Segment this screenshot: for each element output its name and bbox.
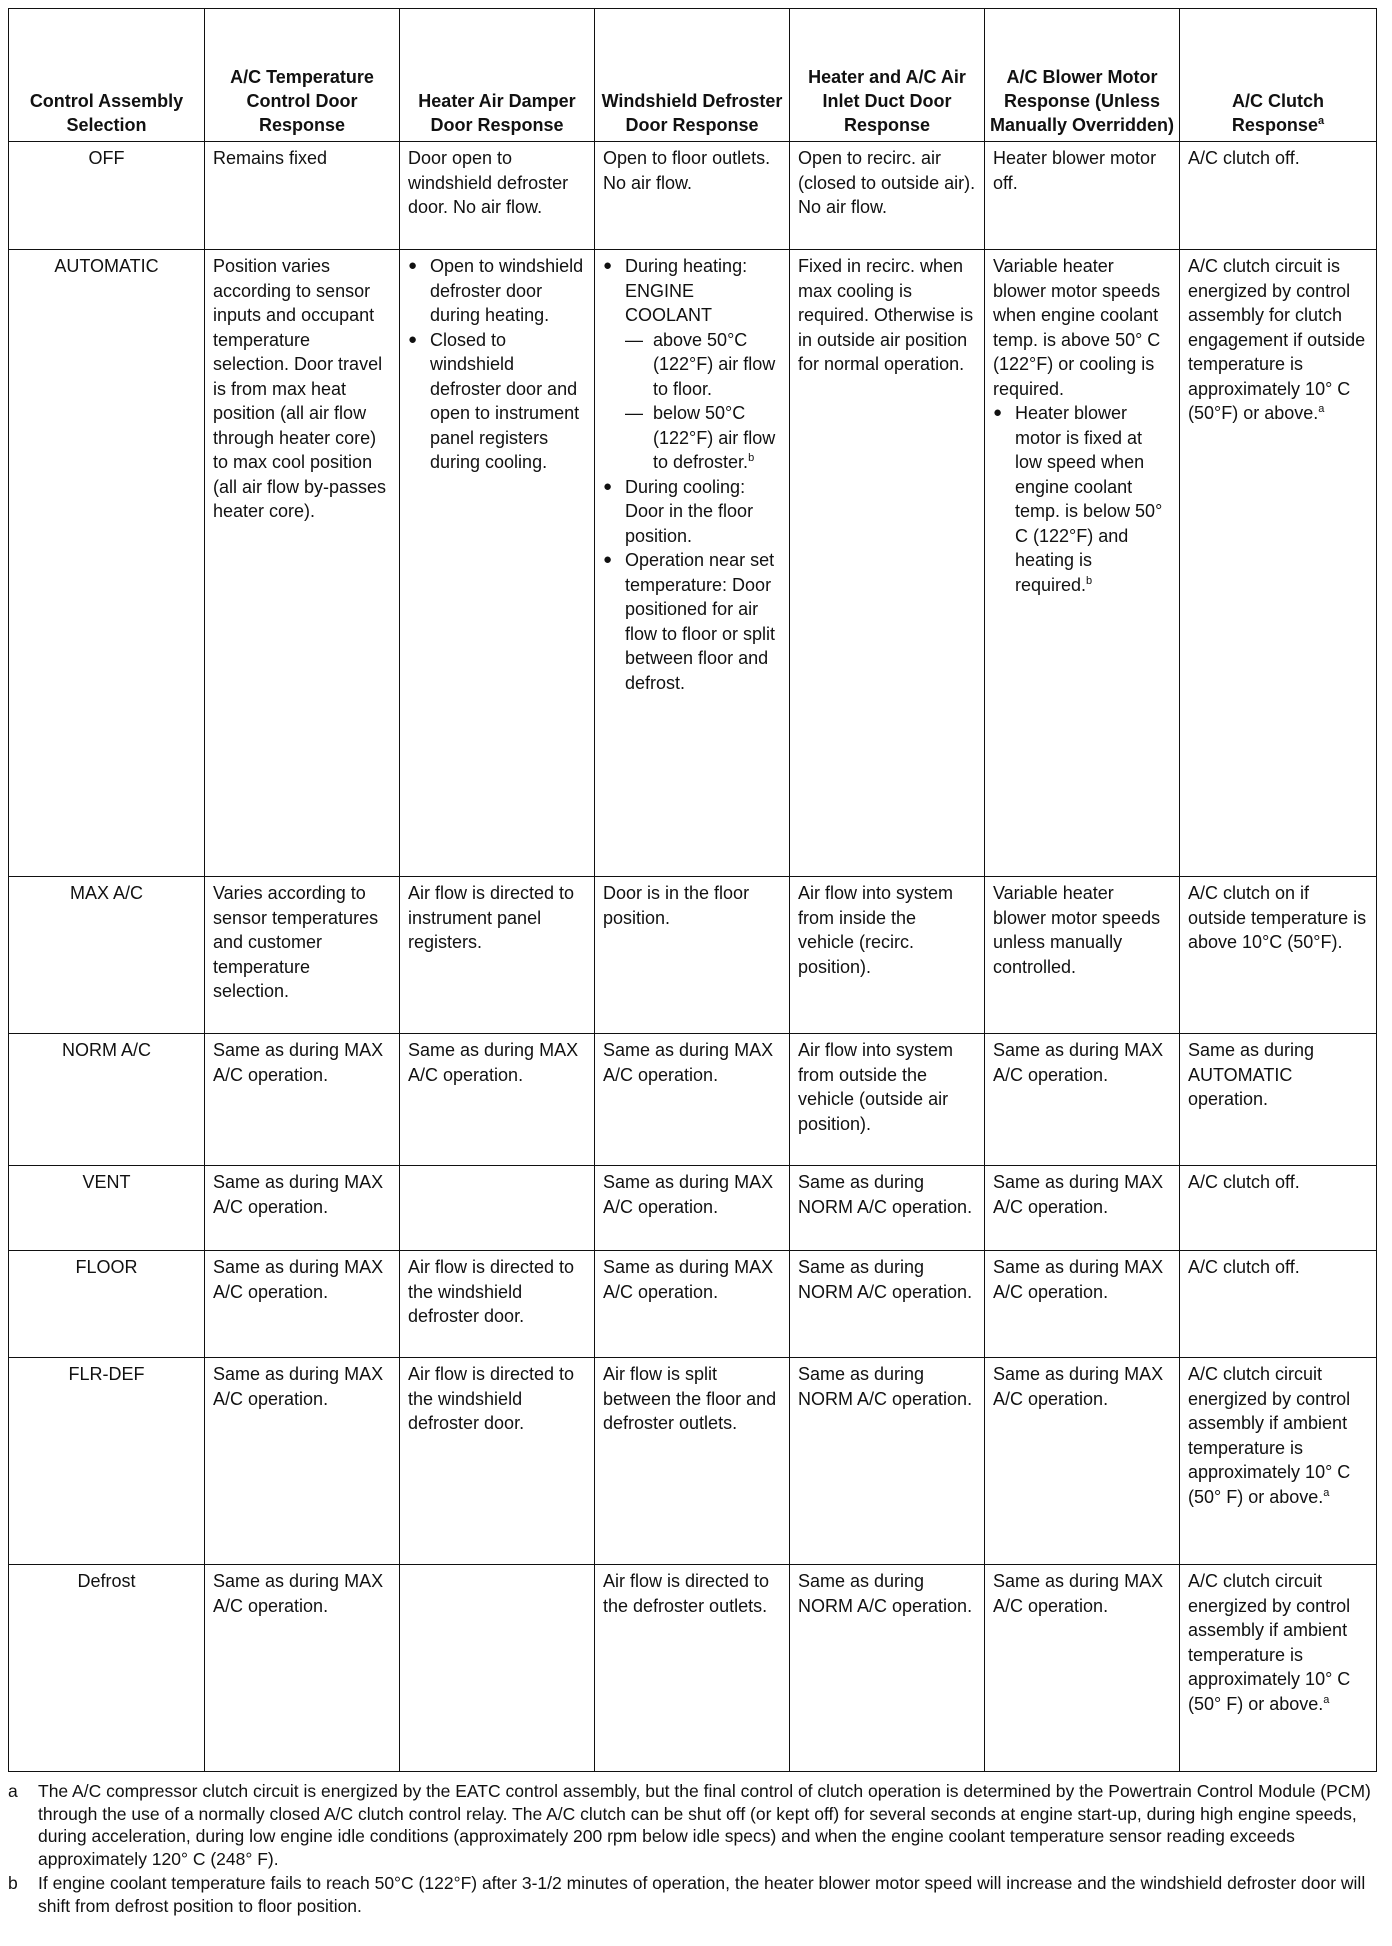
- clutch-cell: A/C clutch off.: [1180, 142, 1377, 250]
- table-row-max-ac: [9, 877, 1377, 1034]
- inlet-door-cell: Air flow into system from inside the vehicle (recirc. position).: [790, 877, 985, 1034]
- footnote-text: The A/C compressor clutch circuit is energized by the EATC control assembly, but the final control of clutch operation is determined by the Powertrain Control Module (PCM) through the use of a normally closed A/C clutch control relay. The A/C clutch can be shut off (or kept off) for several seconds at engine start-up, during high engine speeds, during acceleration, during low engine idle conditions (approximately 200 rpm below idle specs) and when the engine coolant temperature sensor reading exceeds approximately 120° C (248° F).: [38, 1781, 1371, 1869]
- coolant-label: ENGINE COOLANT: [625, 280, 713, 325]
- blower-cell: Same as during MAX A/C operation.: [985, 1565, 1180, 1772]
- bullet-item: ● Closed to windshield defroster door and open to instrument panel registers during cooling.: [430, 328, 586, 475]
- footnote-label: b: [8, 1873, 18, 1893]
- defroster-door-cell: [595, 250, 790, 877]
- damper-door-cell: [400, 250, 595, 877]
- defroster-door-cell: Air flow is directed to the defroster outlets.: [595, 1565, 790, 1772]
- header-inlet-duct-door: Heater and A/C Air Inlet Duct Door Response: [790, 9, 985, 142]
- temp-door-cell: Same as during MAX A/C operation.: [205, 1358, 400, 1565]
- header-defroster-door: Windshield Defroster Door Response: [595, 9, 790, 142]
- inlet-door-cell: Same as during NORM A/C operation.: [790, 1358, 985, 1565]
- table-row-vent: [9, 1166, 1377, 1251]
- defroster-door-cell: Door is in the floor position.: [595, 877, 790, 1034]
- bullet-item: [625, 254, 781, 475]
- temp-door-cell: Position varies according to sensor inputs and occupant temperature selection. Door travel is from max heat position (all air flow through heater core) to max cool position (all air flow by-passes heater core).: [205, 250, 400, 877]
- damper-door-cell: Air flow is directed to instrument panel registers.: [400, 877, 595, 1034]
- selection-cell: FLOOR: [9, 1251, 205, 1358]
- header-damper-door: Heater Air Damper Door Response: [400, 9, 595, 142]
- inlet-door-cell: Same as during NORM A/C operation.: [790, 1251, 985, 1358]
- damper-door-cell: Air flow is directed to the windshield defroster door.: [400, 1251, 595, 1358]
- inlet-door-cell: Fixed in recirc. when max cooling is required. Otherwise is in outside air position for normal operation.: [790, 250, 985, 877]
- footnotes: [8, 1780, 1376, 1917]
- inlet-door-cell: Same as during NORM A/C operation.: [790, 1565, 985, 1772]
- footnote-a: [8, 1780, 1376, 1870]
- selection-cell: OFF: [9, 142, 205, 250]
- selection-cell: NORM A/C: [9, 1034, 205, 1166]
- temp-door-cell: Same as during MAX A/C operation.: [205, 1166, 400, 1251]
- blower-cell: Heater blower motor off.: [985, 142, 1180, 250]
- table-row-norm-ac: [9, 1034, 1377, 1166]
- temp-door-cell: Same as during MAX A/C operation.: [205, 1565, 400, 1772]
- eatc-function-table-page: [8, 8, 1376, 1919]
- table-row-floor: [9, 1251, 1377, 1358]
- clutch-cell: A/C clutch off.: [1180, 1251, 1377, 1358]
- table-row-defrost: [9, 1565, 1377, 1772]
- header-blower-motor: A/C Blower Motor Response (Unless Manually Overridden): [985, 9, 1180, 142]
- clutch-cell: A/C clutch on if outside temperature is above 10°C (50°F).: [1180, 877, 1377, 1034]
- temp-door-cell: Same as during MAX A/C operation.: [205, 1251, 400, 1358]
- blower-cell: Same as during MAX A/C operation.: [985, 1166, 1180, 1251]
- damper-door-cell: Air flow is directed to the windshield defroster door.: [400, 1358, 595, 1565]
- clutch-cell: A/C clutch circuit energized by control assembly if ambient temperature is approximately 10° C (50° F) or above.$^a$: [1180, 1358, 1377, 1565]
- header-temperature-door: A/C Temperature Control Door Response: [205, 9, 400, 142]
- bullet-item: ● Open to windshield defroster door during heating.: [430, 254, 586, 328]
- damper-door-cell: Same as during MAX A/C operation.: [400, 1034, 595, 1166]
- header-row: [9, 9, 1377, 142]
- temp-door-cell: Same as during MAX A/C operation.: [205, 1034, 400, 1166]
- temp-door-cell: Remains fixed: [205, 142, 400, 250]
- clutch-cell: A/C clutch off.: [1180, 1166, 1377, 1251]
- footnote-b: [8, 1872, 1376, 1917]
- selection-cell: VENT: [9, 1166, 205, 1251]
- bullet-item: ● Operation near set temperature: Door positioned for air flow to floor or split between floor and defrost.: [625, 548, 781, 695]
- bullet-item: ● During cooling: Door in the floor position.: [625, 475, 781, 549]
- footnote-text: If engine coolant temperature fails to reach 50°C (122°F) after 3-1/2 minutes of operation, the heater blower motor speed will increase and the windshield defroster door will shift from defrost position to floor position.: [38, 1873, 1366, 1916]
- selection-cell: FLR-DEF: [9, 1358, 205, 1565]
- damper-door-cell: Door open to windshield defroster door. No air flow.: [400, 142, 595, 250]
- inlet-door-cell: Same as during NORM A/C operation.: [790, 1166, 985, 1251]
- selection-cell: MAX A/C: [9, 877, 205, 1034]
- inlet-door-cell: Air flow into system from outside the vehicle (outside air position).: [790, 1034, 985, 1166]
- inlet-door-cell: Open to recirc. air (closed to outside air). No air flow.: [790, 142, 985, 250]
- selection-cell: AUTOMATIC: [9, 250, 205, 877]
- defroster-door-cell: Same as during MAX A/C operation.: [595, 1166, 790, 1251]
- bullet-item: ● Heater blower motor is fixed at low speed when engine coolant temp. is below 50° C (122°F) and heating is required.$^b$: [1015, 401, 1171, 597]
- defroster-door-cell: Open to floor outlets. No air flow.: [595, 142, 790, 250]
- blower-text: Variable heater blower motor speeds when engine coolant temp. is above 50° C (122°F) or cooling is required.: [993, 256, 1161, 399]
- control-response-table: [8, 8, 1377, 1772]
- temp-door-cell: Varies according to sensor temperatures and customer temperature selection.: [205, 877, 400, 1034]
- defroster-door-cell: Air flow is split between the floor and defroster outlets.: [595, 1358, 790, 1565]
- damper-door-cell: [400, 1565, 595, 1772]
- table-row-automatic: [9, 250, 1377, 877]
- header-control-assembly-selection: Control Assembly Selection: [9, 9, 205, 142]
- clutch-cell: A/C clutch circuit is energized by control assembly for clutch engagement if outside temperature is approximately 10° C (50°F) or above.$^a$: [1180, 250, 1377, 877]
- blower-cell: Same as during MAX A/C operation.: [985, 1034, 1180, 1166]
- dash-item-below: — below 50°C (122°F) air flow to defroster.$^b$: [625, 401, 781, 475]
- table-row-flr-def: [9, 1358, 1377, 1565]
- defroster-door-cell: Same as during MAX A/C operation.: [595, 1251, 790, 1358]
- defroster-door-cell: Same as during MAX A/C operation.: [595, 1034, 790, 1166]
- blower-cell: Variable heater blower motor speeds unless manually controlled.: [985, 877, 1180, 1034]
- blower-cell: Same as during MAX A/C operation.: [985, 1251, 1180, 1358]
- table-row-off: [9, 142, 1377, 250]
- footnote-label: a: [8, 1781, 18, 1801]
- header-clutch-response: A/C Clutch Response$^a$: [1180, 9, 1377, 142]
- damper-door-cell: [400, 1166, 595, 1251]
- heating-label: ● During heating:: [625, 256, 748, 276]
- blower-cell: [985, 250, 1180, 877]
- clutch-cell: A/C clutch circuit energized by control assembly if ambient temperature is approximately 10° C (50° F) or above.$^a$: [1180, 1565, 1377, 1772]
- selection-cell: Defrost: [9, 1565, 205, 1772]
- clutch-cell: Same as during AUTOMATIC operation.: [1180, 1034, 1377, 1166]
- dash-item-above: — above 50°C (122°F) air flow to floor.: [625, 328, 781, 402]
- blower-cell: Same as during MAX A/C operation.: [985, 1358, 1180, 1565]
